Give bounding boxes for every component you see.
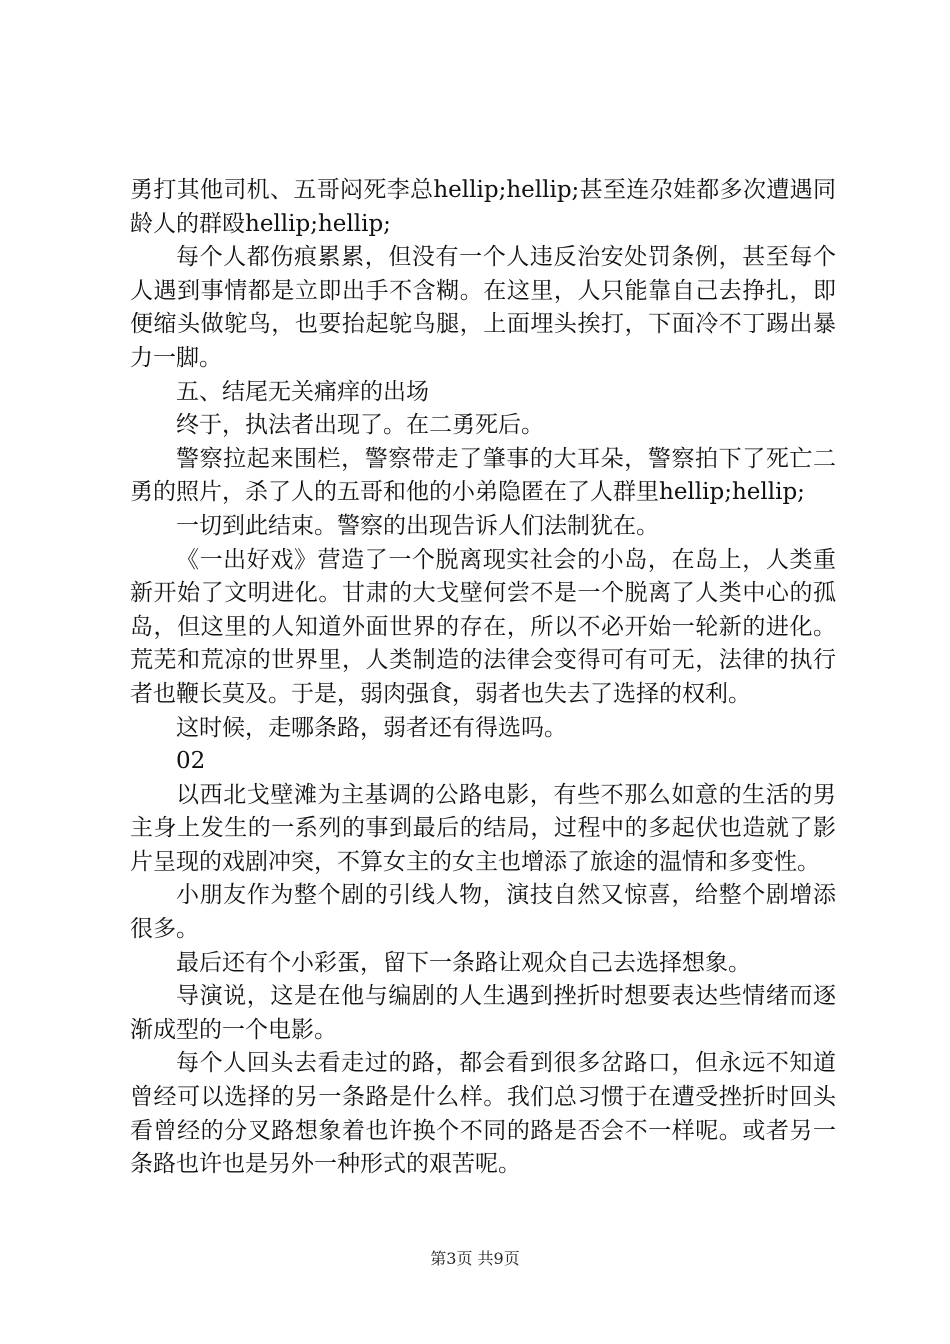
paragraph: 小朋友作为整个剧的引线人物，演技自然又惊喜，给整个剧增添很多。	[130, 882, 836, 943]
document-body	[130, 174, 836, 1182]
paragraph: 以西北戈壁滩为主基调的公路电影，有些不那么如意的生活的男主身上发生的一系列的事到最后的结局，过程中的多起伏也造就了影片呈现的戏剧冲突，不算女主的女主也增添了旅途的温情和多变性。	[130, 781, 836, 875]
paragraph: 导演说，这是在他与编剧的人生遇到挫折时想要表达些情绪而逐渐成型的一个电影。	[130, 983, 836, 1043]
section-heading: 五、结尾无关痛痒的出场	[176, 378, 429, 405]
page-number-label: 第3页 共9页	[430, 1249, 520, 1268]
paragraph: 最后还有个小彩蛋，留下一条路让观众自己去选择想象。	[176, 949, 751, 976]
paragraph: 警察拉起来围栏，警察带走了肇事的大耳朵，警察拍下了死亡二勇的照片，杀了人的五哥和他的小弟隐匿在了人群里hellip;hellip;	[130, 445, 836, 506]
paragraph: 一切到此结束。警察的出现告诉人们法制犹在。	[176, 512, 659, 539]
paragraph: 每个人回头去看走过的路，都会看到很多岔路口，但永远不知道曾经可以选择的另一条路是什么样。我们总习惯于在遭受挫折时回头看曾经的分叉路想象着也许换个不同的路是否会不一样呢。或者另一条路也许也是另外一种形式的艰苦呢。	[130, 1050, 836, 1178]
paragraph: 《一出好戏》营造了一个脱离现实社会的小岛，在岛上，人类重新开始了文明进化。甘肃的大戈壁何尝不是一个脱离了人类中心的孤岛，但这里的人知道外面世界的存在，所以不必开始一轮新的进化。荒芜和荒凉的世界里，人类制造的法律会变得可有可无，法律的执行者也鞭长莫及。于是，弱肉强食，弱者也失去了选择的权利。	[130, 546, 836, 707]
paragraph: 每个人都伤痕累累，但没有一个人违反治安处罚条例，甚至每个人遇到事情都是立即出手不含糊。在这里，人只能靠自己去挣扎，即便缩头做鸵鸟，也要抬起鸵鸟腿，上面埋头挨打，下面冷不丁踢出暴力一脚。	[130, 244, 836, 371]
section-number: 02	[176, 748, 206, 775]
paragraph: 这时候，走哪条路，弱者还有得选吗。	[176, 714, 567, 741]
paragraph: 终于，执法者出现了。在二勇死后。	[176, 412, 544, 439]
paragraph-continuation: 勇打其他司机、五哥闷死李总hellip;hellip;甚至连尕娃都多次遭遇同龄人的群殴hellip;hellip;	[130, 177, 836, 237]
page-footer	[0, 1246, 950, 1269]
